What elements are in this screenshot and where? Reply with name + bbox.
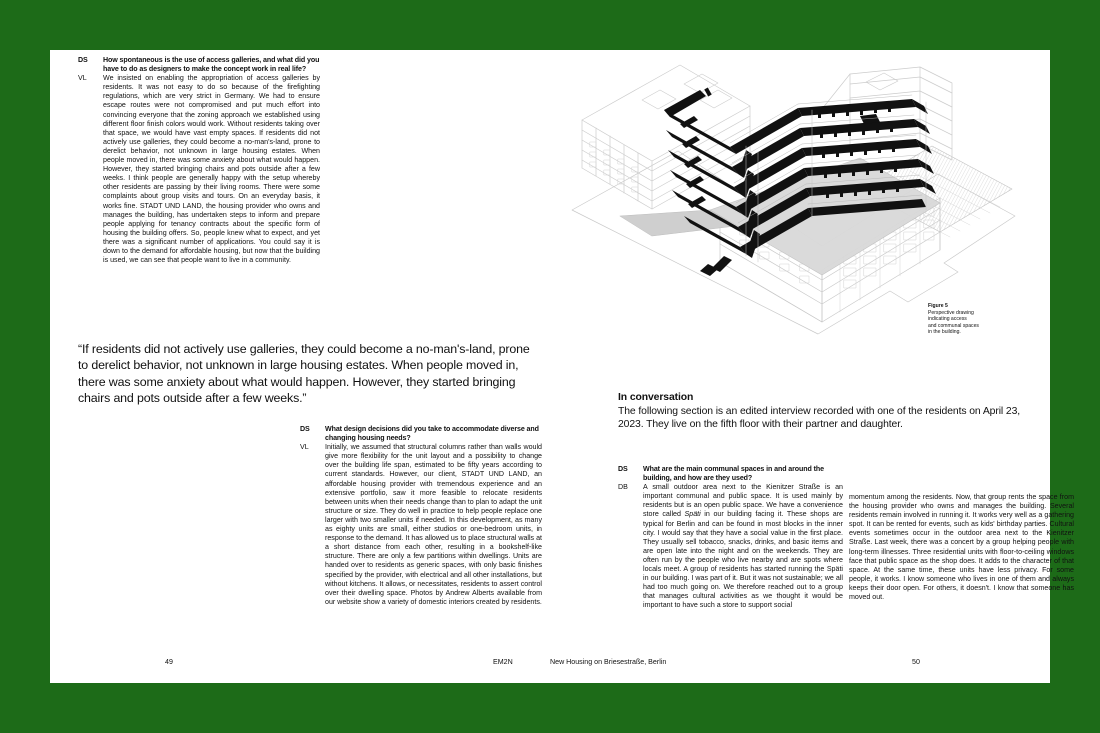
studio-name: EM2N (493, 658, 513, 666)
question-communal-spaces (618, 465, 843, 483)
right-wing-roof-element (866, 73, 898, 90)
answer-galleries (78, 74, 320, 265)
question-text: What are the main communal spaces in and around the building, and how are they used? (643, 465, 824, 483)
in-conversation-heading: In conversation (618, 392, 694, 403)
answer-text: We insisted on enabling the appropriation of access galleries by residents. It was not easy to do so because of the firefighting regulations, which are very strict in Germany. We had to ensure escape routes were not compromised and put much effort into convincing everyone that the zoning approach we established using different floor finish colors would work. Without residents taking over that space, we would have vast empty spaces. If residents did not actively use galleries, they could become a no-man's-land, prone to derelict behavior, not unknown in large housing estates. When people moved in, there was some anxiety about what would happen. However, they started bringing chairs and pots outside after a few weeks. I think people are generally happy with the setup whereby other residents are passing by their living rooms. There were some complaints about group visits and tours. On an everyday basis, it works fine. STADT UND LAND, the housing provider who owns and manages the building, has undertaken steps to inform and prepare people applying for tenancy contracts about the specific form of housing the building offers. So, people knew what to expect, and yet there was a significant number of applications. You could say it is down to the demand for affordable housing, but now that the building is used, we can see that people want to live in a community. (103, 74, 320, 265)
right-page (550, 50, 1074, 683)
figure-caption-title: Figure 5 (928, 303, 948, 309)
left-column-top-text (78, 56, 320, 265)
question-design-decisions (300, 425, 542, 443)
answer-design-decisions (300, 443, 542, 607)
left-page (50, 50, 550, 683)
italic-term-spaeti: Späti (684, 510, 701, 519)
answer-text-part-1 (643, 483, 843, 610)
question-text: How spontaneous is the use of access galleries, and what did you have to do as designers to make the concept work in real life? (103, 56, 320, 74)
speaker-label: DS (618, 465, 628, 473)
pull-quote: “If residents did not actively use galleries, they could become a no-man's-land, prone to derelict behavior, not unknown in large housing estates. When people moved in, there was some anxiety about what would happen. However, they started bringing chairs and pots outside after a few weeks.” (78, 342, 530, 406)
qa-block-galleries (78, 56, 320, 265)
figure-caption-line: and communal spaces (928, 322, 979, 329)
speaker-label: DS (300, 425, 310, 433)
question-text: What design decisions did you take to accommodate diverse and changing housing needs? (325, 425, 539, 443)
speaker-label: VL (300, 443, 309, 452)
answer-text-after-italic: in our building facing it. These shops are typical for Berlin and can be found in most blocks in the inner city. I would say that they have a social value in the first place. They usually sell tobacco, snacks, drinks, and basic items and are open late into the night and on the weekends. They are often run by the people who live nearby and are spots where locals meet. A group of residents has started running the Späti in our building. I was part of it. But it was not sustainable; we all had too much going on. We therefore reached out to a group that manages cultural activities as we thought it would be important to have such a store to support social (643, 510, 844, 610)
qa-block-design-decisions (300, 425, 542, 607)
folio-left: 49 (165, 658, 173, 666)
qa-block-communal-spaces (618, 465, 843, 611)
question-galleries (78, 56, 320, 74)
right-column-b-text: momentum among the residents. Now, that group rents the space from the housing provider who owns and manages the building. Several residents remain involved in running it. It works very well as a gathering spot. It can be rented for events, such as kids' birthday parties. Cultural events sometimes occur in the outdoor area next to the Kienitzer Straße. Last week, there was a concert by a group helping people with long-term illnesses. Three residential units with floor-to-ceiling windows face that public space as the shop does. It adds to the character of that space. At the same time, these units have less privacy. For some people, it works. I know someone who lives in one of them and always keeps their door open. For others, it doesn't. I know that someone has moved out. (849, 493, 1074, 602)
figure-caption-line: in the building. (928, 329, 961, 335)
right-column-a-text (618, 465, 843, 611)
folio-right: 50 (912, 658, 920, 666)
answer-text-before-italic: A small outdoor area next to the Kienitzer Straße is an important communal and public space. It is used mainly by residents but is an open public space. We have a convenience store called (643, 483, 843, 519)
speaker-label: DS (78, 56, 88, 64)
in-conversation-section (618, 391, 1038, 432)
answer-communal-spaces (618, 483, 843, 610)
answer-text: Initially, we assumed that structural columns rather than walls would give more flexibility for the unit layout and a possibility to change over the building life span, estimated to be fifty years according to current standards. However, our client, STADT UND LAND, an affordable housing provider with tremendous experience and an extensive portfolio, saw it more feasible to relocate residents between units when their needs change than to plan to adapt the unit structure or size. They do well in practice to help people replace one larger with two smaller units if needed. In this development, as many as eighty units are small, either studios or one-bedroom units, in response to the demand. It has allowed us to place structural walls at a short distance from each other, resulting in a bookshelf-like structure. There are only a few partitions within dwellings. Units are handed over to residents as generic spaces, with only basic finishes specified by the provider, with electrical and all other installations, but without kitchens. It allows, or necessitates, residents to assert control over their dwelling space. Photos by Andrew Alberts available from our website show a variety of domestic interiors created by residents. (325, 443, 542, 606)
project-name: New Housing on Briesestraße, Berlin (550, 658, 667, 666)
page-footer (50, 658, 1050, 672)
left-column-bottom-text (300, 425, 542, 607)
speaker-label: DB (618, 483, 628, 492)
in-conversation-body: The following section is an edited interview recorded with one of the residents on April 23, 2023. They live on the fifth floor with their partner and daughter. (618, 405, 1021, 431)
figure-caption-line: Perspective drawing (928, 309, 974, 316)
speaker-label: VL (78, 74, 87, 83)
book-spread (50, 50, 1074, 683)
figure-caption (928, 303, 1024, 336)
figure-caption-line: indicating access (928, 316, 967, 322)
